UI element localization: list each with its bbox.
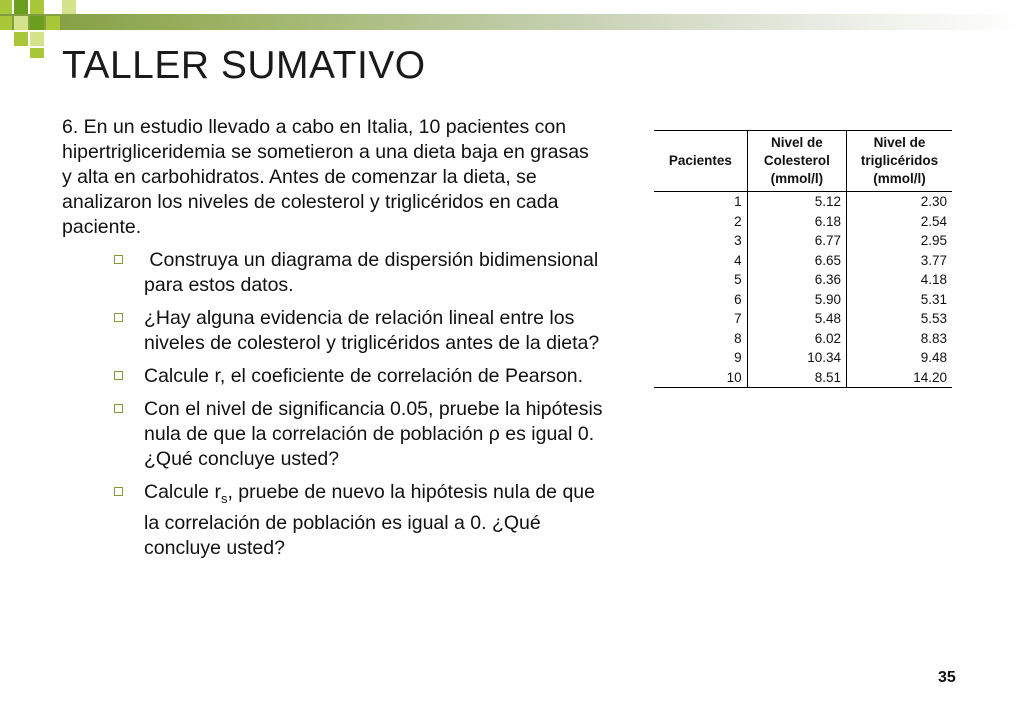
task-text: Construya un diagrama de dispersión bidimensional para estos datos. — [144, 249, 604, 296]
task-text: ¿Hay alguna evidencia de relación lineal entre los niveles de colesterol y triglicéridos antes de la dieta? — [144, 307, 600, 354]
cell-cholesterol: 6.77 — [747, 231, 846, 251]
cell-patient: 2 — [734, 213, 742, 229]
cell-triglycerides: 5.53 — [847, 309, 952, 329]
cell-patient: 5 — [734, 272, 742, 287]
cell-patient: 7 — [734, 311, 742, 326]
table-body — [654, 192, 952, 388]
column-header-cholesterol: Nivel de Colesterol (mmol/l) — [747, 131, 846, 192]
table-row — [654, 192, 952, 212]
cell-cholesterol: 6.65 — [747, 251, 846, 271]
task-item — [108, 480, 608, 561]
cell-patient: 6 — [734, 291, 742, 307]
cell-triglycerides: 8.83 — [847, 329, 952, 349]
problem-statement: 6. En un estudio llevado a cabo en Italia, 10 pacientes con hipertrigliceridemia se sometieron a una dieta baja en grasas y alta en carbohidratos. Antes de comenzar la dieta, se analizaron los niveles de colesterol y triglicéridos en cada paciente. — [62, 116, 589, 238]
square-bullet-icon — [114, 313, 123, 322]
rs-subscript: s — [220, 490, 228, 506]
cell-patient: 8 — [734, 330, 742, 346]
task-item — [108, 248, 608, 298]
column-header-triglycerides: Nivel de triglicéridos (mmol/l) — [847, 131, 952, 192]
cell-patient: 9 — [734, 350, 742, 365]
cell-cholesterol: 6.36 — [747, 270, 846, 290]
task-text: Con el nivel de significancia 0.05, pruebe la hipótesis nula de que la correlación de población ρ es igual 0. ¿Qué concluye usted? — [144, 398, 603, 470]
patient-data-table — [654, 130, 952, 388]
cell-patient: 4 — [734, 252, 742, 268]
task-text: Calcule r, el coeficiente de correlación de Pearson. — [144, 365, 583, 387]
cell-triglycerides: 2.30 — [847, 192, 952, 212]
task-item — [108, 306, 608, 356]
task-item — [108, 364, 608, 389]
table-row — [654, 290, 952, 310]
task-text-rs-before: Calcule r — [144, 481, 221, 503]
task-text-rs-after: , pruebe de nuevo la hipótesis nula de que la correlación de población es igual a 0. ¿Qué concluye usted? — [144, 481, 595, 559]
square-bullet-icon — [114, 404, 123, 413]
page-number: 35 — [938, 669, 956, 686]
cell-cholesterol: 6.18 — [747, 212, 846, 232]
square-bullet-icon — [114, 371, 123, 380]
cell-triglycerides: 3.77 — [847, 251, 952, 271]
table-row — [654, 251, 952, 271]
cell-cholesterol: 6.02 — [747, 329, 846, 349]
slide-title: TALLER SUMATIVO — [62, 44, 426, 87]
square-bullet-icon — [114, 487, 123, 496]
table-row — [654, 348, 952, 368]
square-bullet-icon — [114, 255, 123, 264]
task-list — [108, 248, 608, 569]
cell-triglycerides: 14.20 — [847, 368, 952, 388]
table-header-row — [654, 131, 952, 192]
cell-cholesterol: 5.90 — [747, 290, 846, 310]
table-row — [654, 212, 952, 232]
table-row — [654, 368, 952, 388]
cell-cholesterol: 8.51 — [747, 368, 846, 388]
table-row — [654, 270, 952, 290]
cell-patient: 10 — [726, 369, 742, 385]
table-row — [654, 231, 952, 251]
cell-triglycerides: 2.54 — [847, 212, 952, 232]
cell-triglycerides: 9.48 — [847, 348, 952, 368]
cell-patient: 1 — [734, 194, 742, 209]
cell-cholesterol: 10.34 — [747, 348, 846, 368]
cell-cholesterol: 5.12 — [747, 192, 846, 212]
cell-triglycerides: 4.18 — [847, 270, 952, 290]
top-gradient-bar — [0, 14, 1024, 30]
cell-cholesterol: 5.48 — [747, 309, 846, 329]
cell-triglycerides: 2.95 — [847, 231, 952, 251]
cell-triglycerides: 5.31 — [847, 290, 952, 310]
table-row — [654, 329, 952, 349]
table-row — [654, 309, 952, 329]
column-header-patients: Pacientes — [654, 131, 747, 192]
cell-patient: 3 — [734, 233, 742, 248]
task-item — [108, 397, 608, 472]
